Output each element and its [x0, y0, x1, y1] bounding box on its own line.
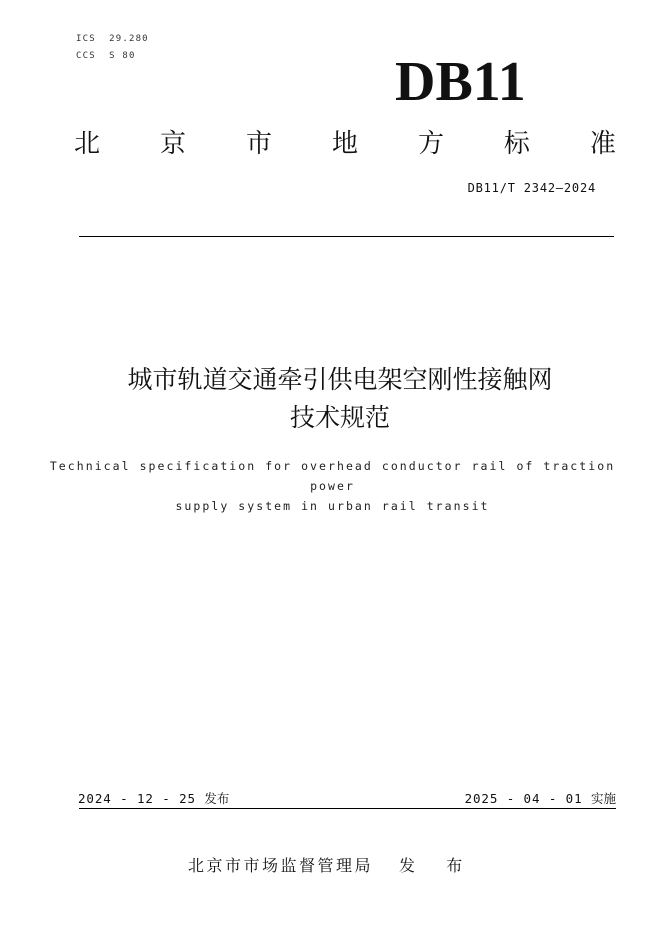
title-chinese — [40, 361, 640, 437]
standard-type-char: 京 — [159, 129, 186, 159]
standard-type-char: 地 — [331, 129, 358, 159]
publisher-name: 北京市市场监督管理局 — [188, 856, 374, 875]
implementation-date — [465, 789, 616, 807]
ccs-code: CCS S 80 — [76, 51, 136, 61]
db11-logo: DB11 — [395, 51, 526, 113]
implementation-date-value: 2025 - 04 - 01 — [464, 791, 583, 806]
top-divider — [79, 236, 614, 237]
standard-type-char: 准 — [589, 129, 616, 159]
issue-date-value: 2024 - 12 - 25 — [78, 791, 196, 806]
issue-date-label: 发布 — [204, 791, 230, 806]
title-english — [40, 456, 625, 516]
bottom-divider — [79, 808, 616, 809]
standard-type-char: 市 — [245, 129, 272, 159]
title-english-line1: Technical specification for overhead conductor rail of traction power — [49, 459, 616, 493]
title-english-line2: supply system in urban rail transit — [175, 499, 490, 513]
standard-type-char: 北 — [74, 129, 101, 159]
ics-code: ICS 29.280 — [76, 34, 149, 44]
implementation-date-label: 实施 — [590, 791, 616, 806]
standard-type-heading — [74, 128, 616, 160]
standard-number: DB11/T 2342—2024 — [467, 181, 596, 195]
title-chinese-line2: 技术规范 — [289, 403, 390, 432]
publisher-line — [188, 853, 469, 876]
standard-type-char: 标 — [503, 129, 530, 159]
standard-type-char: 方 — [417, 129, 444, 159]
issue-date — [78, 789, 229, 807]
publish-action: 发 布 — [399, 856, 470, 875]
title-chinese-line1: 城市轨道交通牵引供电架空刚性接触网 — [127, 365, 553, 394]
